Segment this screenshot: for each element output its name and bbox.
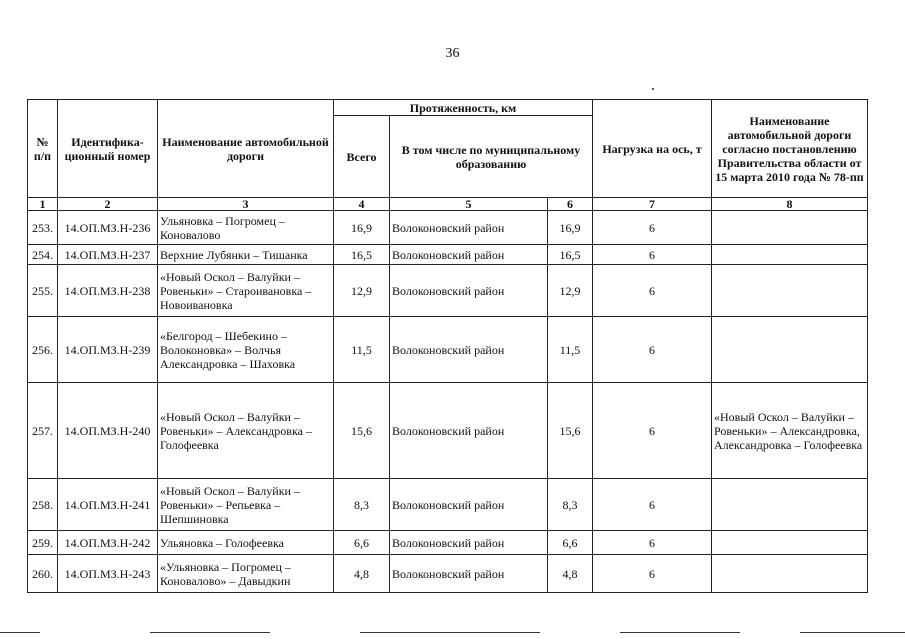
row-district-length: 12,9 [548, 265, 593, 317]
column-number: 4 [334, 198, 390, 211]
table-row [28, 317, 868, 383]
row-axle-load: 6 [593, 245, 712, 265]
row-identifier: 14.ОП.МЗ.Н-241 [58, 479, 158, 531]
column-number: 7 [593, 198, 712, 211]
row-district: Волоконовский район [390, 265, 548, 317]
row-regulation-name [712, 555, 868, 593]
row-identifier: 14.ОП.МЗ.Н-243 [58, 555, 158, 593]
row-regulation-name [712, 211, 868, 245]
row-axle-load: 6 [593, 479, 712, 531]
row-district-length: 15,6 [548, 383, 593, 479]
header-total: Всего [334, 116, 390, 198]
row-district-length: 8,3 [548, 479, 593, 531]
row-district: Волоконовский район [390, 479, 548, 531]
row-district-length: 4,8 [548, 555, 593, 593]
row-axle-load: 6 [593, 383, 712, 479]
row-regulation-name [712, 245, 868, 265]
row-district: Волоконовский район [390, 317, 548, 383]
row-total: 11,5 [334, 317, 390, 383]
row-total: 4,8 [334, 555, 390, 593]
row-regulation-name [712, 531, 868, 555]
row-road-name: Ульяновка – Голофеевка [158, 531, 334, 555]
row-district-length: 6,6 [548, 531, 593, 555]
row-axle-load: 6 [593, 555, 712, 593]
row-identifier: 14.ОП.МЗ.Н-240 [58, 383, 158, 479]
row-district-length: 16,9 [548, 211, 593, 245]
row-road-name: «Ульяновка – Погромец – Коновалово» – Давыдкин [158, 555, 334, 593]
row-total: 16,5 [334, 245, 390, 265]
row-axle-load: 6 [593, 265, 712, 317]
column-number: 3 [158, 198, 334, 211]
row-identifier: 14.ОП.МЗ.Н-239 [58, 317, 158, 383]
row-identifier: 14.ОП.МЗ.Н-242 [58, 531, 158, 555]
row-regulation-name [712, 317, 868, 383]
row-number: 260. [28, 555, 58, 593]
table-row [28, 383, 868, 479]
table-row [28, 245, 868, 265]
scan-speck [652, 88, 654, 90]
row-total: 12,9 [334, 265, 390, 317]
header-road-name: Наименование автомобильной дороги [158, 100, 334, 198]
row-number: 256. [28, 317, 58, 383]
row-district: Волоконовский район [390, 211, 548, 245]
scan-edge-line [360, 632, 540, 633]
header-length-group: Протяженность, км [334, 100, 593, 116]
header-no: № п/п [28, 100, 58, 198]
column-numbers-row [28, 198, 868, 211]
row-regulation-name [712, 265, 868, 317]
row-total: 16,9 [334, 211, 390, 245]
scan-edge-line [0, 632, 40, 633]
row-road-name: «Новый Оскол – Валуйки – Ровеньки» – Староивановка – Новоивановка [158, 265, 334, 317]
row-identifier: 14.ОП.МЗ.Н-238 [58, 265, 158, 317]
row-district-length: 16,5 [548, 245, 593, 265]
row-road-name: «Белгород – Шебекино – Волоконовка» – Волчья Александровка – Шаховка [158, 317, 334, 383]
row-regulation-name [712, 479, 868, 531]
row-district: Волоконовский район [390, 531, 548, 555]
table-row [28, 211, 868, 245]
scan-edge-line [150, 632, 270, 633]
row-number: 253. [28, 211, 58, 245]
scan-edge-line [800, 632, 905, 633]
row-district: Волоконовский район [390, 555, 548, 593]
row-identifier: 14.ОП.МЗ.Н-237 [58, 245, 158, 265]
table-row [28, 555, 868, 593]
table-row [28, 531, 868, 555]
column-number: 5 [390, 198, 548, 211]
header-axle-load: Нагрузка на ось, т [593, 100, 712, 198]
row-total: 8,3 [334, 479, 390, 531]
row-total: 6,6 [334, 531, 390, 555]
row-axle-load: 6 [593, 317, 712, 383]
row-total: 15,6 [334, 383, 390, 479]
column-number: 2 [58, 198, 158, 211]
column-number: 6 [548, 198, 593, 211]
header-municipal: В том числе по муниципальному образованию [390, 116, 593, 198]
column-number: 1 [28, 198, 58, 211]
row-district-length: 11,5 [548, 317, 593, 383]
table-row [28, 265, 868, 317]
column-number: 8 [712, 198, 868, 211]
header-identifier: Идентифика-ционный номер [58, 100, 158, 198]
roads-table [27, 99, 868, 593]
row-number: 254. [28, 245, 58, 265]
page-number: 36 [445, 46, 460, 61]
row-road-name: «Новый Оскол – Валуйки – Ровеньки» – Репьевка – Шепшиновка [158, 479, 334, 531]
row-axle-load: 6 [593, 211, 712, 245]
header-regulation-name: Наименование автомобильной дороги согласно постановлению Правительства области от 15 марта 2010 года № 78-пп [712, 100, 868, 198]
row-district: Волоконовский район [390, 245, 548, 265]
row-road-name: Верхние Лубянки – Тишанка [158, 245, 334, 265]
header-row-1 [28, 100, 868, 116]
row-number: 255. [28, 265, 58, 317]
row-axle-load: 6 [593, 531, 712, 555]
row-number: 257. [28, 383, 58, 479]
row-road-name: «Новый Оскол – Валуйки – Ровеньки» – Александровка – Голофеевка [158, 383, 334, 479]
table-row [28, 479, 868, 531]
row-number: 258. [28, 479, 58, 531]
row-identifier: 14.ОП.МЗ.Н-236 [58, 211, 158, 245]
row-regulation-name: «Новый Оскол – Валуйки – Ровеньки» – Александровка, Александровка – Голофеевка [712, 383, 868, 479]
row-road-name: Ульяновка – Погромец – Коновалово [158, 211, 334, 245]
scan-edge-line [620, 632, 740, 633]
row-district: Волоконовский район [390, 383, 548, 479]
row-number: 259. [28, 531, 58, 555]
